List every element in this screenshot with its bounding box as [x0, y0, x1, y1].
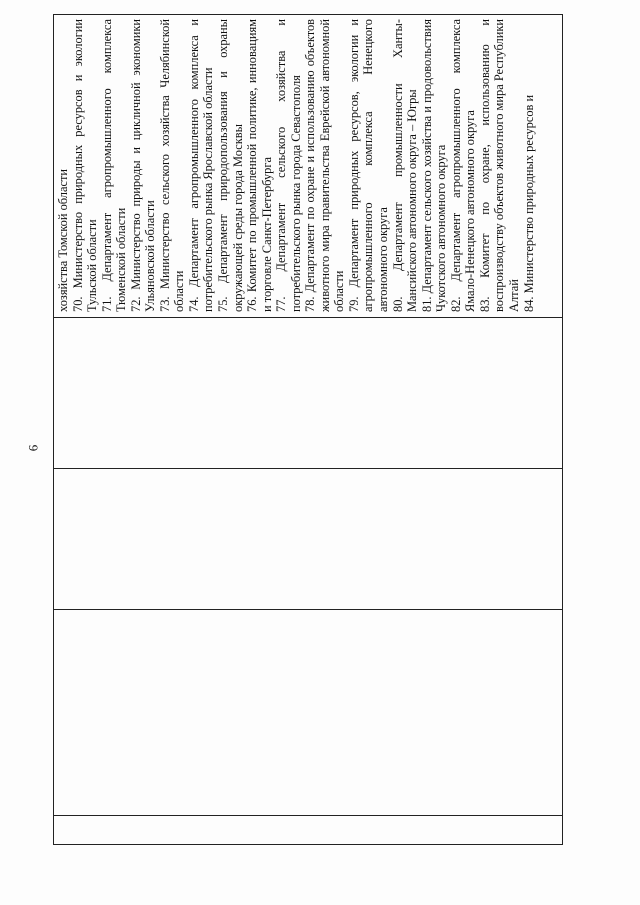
list-item: 79. Департамент природных ресурсов, экологии и агропромышленного комплекса Ненецкого автономного округа — [346, 19, 391, 312]
table-cell-empty — [54, 469, 563, 610]
list-item: 73. Министерство сельского хозяйства Челябинской области — [157, 19, 187, 312]
table-cell-empty — [54, 318, 563, 469]
list-item: 82. Департамент агропромышленного комплекса Ямало-Ненецкого автономного округа — [448, 19, 478, 312]
list-item: 71. Департамент агропромышленного комплекса Тюменской области — [99, 19, 129, 312]
table-cell-number — [54, 816, 563, 845]
list-item: 84. Министерство природных ресурсов и — [521, 94, 536, 312]
entries-list — [54, 15, 536, 317]
list-item: 74. Департамент агропромышленного комплекса и потребительского рынка Ярославской области — [186, 19, 216, 312]
list-item: 72. Министерство природы и цикличной экономики Ульяновской области — [128, 19, 158, 312]
list-item: 78. Департамент по охране и использованию объектов животного мира правительства Еврейской автономной области — [303, 19, 347, 312]
rotated-sheet — [53, 20, 563, 845]
list-item: 77. Департамент сельского хозяйства и потребительского рынка города Севастополя — [274, 19, 303, 312]
table-cell-empty — [54, 610, 563, 816]
page-number: 6 — [25, 444, 41, 452]
list-item: 83. Комитет по охране, использованию и воспроизводству объектов животного мира Республики Алтай — [477, 19, 521, 312]
list-item: 70. Министерство природных ресурсов и экологии Тульской области — [70, 19, 100, 312]
list-item: 80. Департамент промышленности Ханты-Мансийского автономного округа – Югры — [390, 19, 420, 312]
list-item: хозяйства Томской области — [56, 168, 70, 312]
list-item: 76. Комитет по промышленной политике, инновациям и торговле Санкт-Петербурга — [245, 19, 274, 312]
table-cell-entries — [54, 15, 563, 318]
list-item: 75. Департамент природопользования и охраны окружающей среды города Москвы — [216, 19, 245, 312]
rotated-table-wrapper — [53, 20, 563, 845]
list-item: 81. Департамент сельского хозяйства и продовольствия Чукотского автономного округа — [419, 19, 449, 312]
authorities-table — [53, 14, 563, 845]
table-row — [54, 15, 563, 845]
